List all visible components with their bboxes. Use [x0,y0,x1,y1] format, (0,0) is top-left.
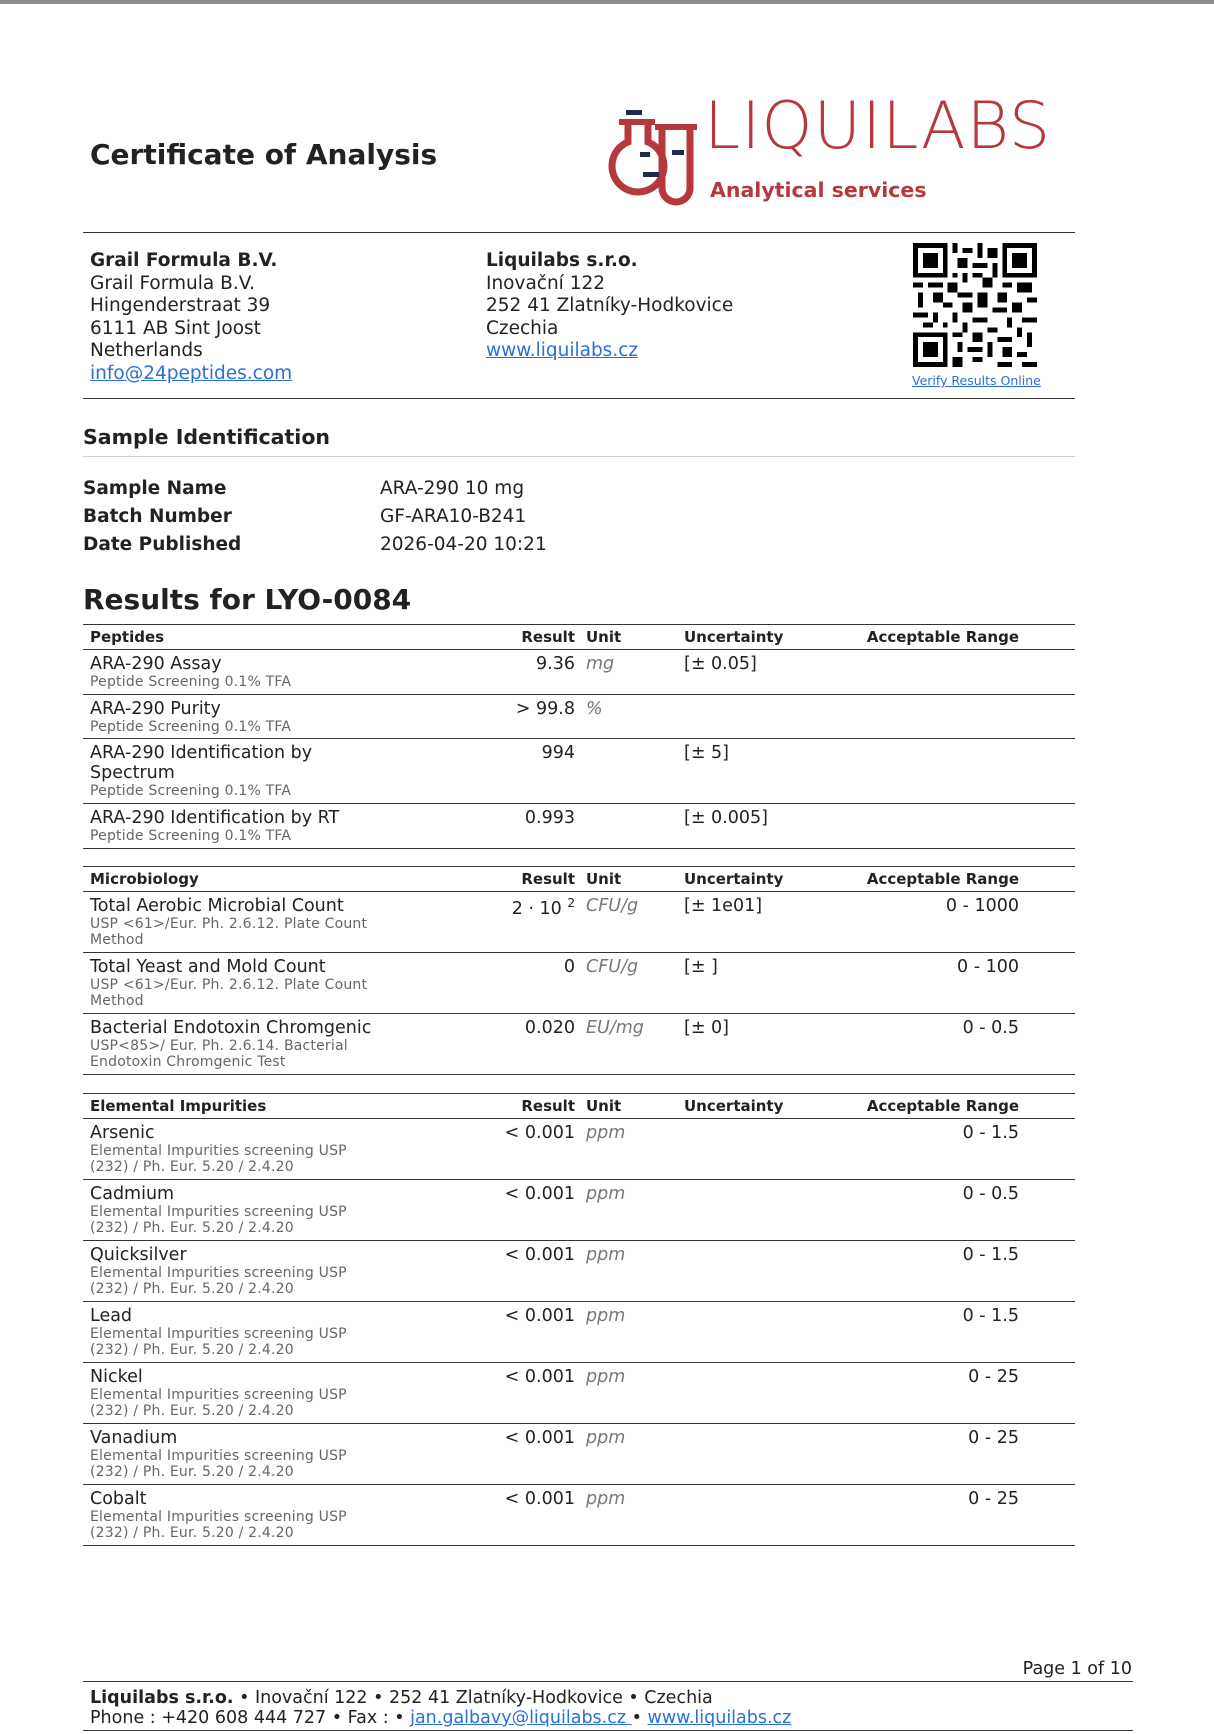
acceptable-range: 0 - 25 [968,1367,1019,1387]
test-name: Total Aerobic Microbial Count [90,896,344,916]
result-value: 9.36 [536,654,575,674]
test-name: Cobalt [90,1489,147,1509]
table-row [83,739,1075,804]
test-name: Total Yeast and Mold Count [90,957,326,977]
test-method: Elemental Impurities screening USP (232) / Ph. Eur. 5.20 / 2.4.20 [90,1265,347,1297]
test-name: Lead [90,1306,133,1326]
page-number: Page 1 of 10 [1022,1659,1132,1679]
sample-name-value: ARA-290 10 mg [380,478,525,499]
batch-number-value: GF-ARA10-B241 [380,506,527,527]
footer-divider [83,1730,1133,1731]
table-header [83,866,1075,892]
result-uncertainty: [± 0.005] [684,808,768,828]
result-uncertainty: [± ] [684,957,718,977]
test-name: Arsenic [90,1123,155,1143]
column-header-range: Acceptable Range [866,628,1019,646]
footer-contact [90,1708,791,1728]
table-row [83,892,1075,953]
footer-divider [83,1681,1133,1682]
acceptable-range: 0 - 25 [968,1428,1019,1448]
client-country: Netherlands [90,340,203,361]
test-method: Elemental Impurities screening USP (232) / Ph. Eur. 5.20 / 2.4.20 [90,1448,347,1480]
column-header-range: Acceptable Range [866,870,1019,888]
result-uncertainty: [± 0] [684,1018,730,1038]
footer-address-text: • Inovační 122 • 252 41 Zlatníky-Hodkovice • Czechia [233,1688,713,1708]
result-unit: ppm [586,1367,626,1387]
test-name: ARA-290 Assay [90,654,222,674]
result-value: > 99.8 [515,699,575,719]
test-method: USP<85>/ Eur. Ph. 2.6.14. Bacterial Endotoxin Chromgenic Test [90,1038,348,1070]
client-address [90,250,292,385]
qr-code[interactable] [913,243,1037,367]
client-street: Hingenderstraat 39 [90,295,271,316]
acceptable-range: 0 - 1.5 [962,1306,1019,1326]
column-header-unit: Unit [586,1097,622,1115]
logo-subtitle: Analytical services [710,178,927,202]
acceptable-range: 0 - 1000 [945,896,1019,916]
footer-separator: • [631,1708,648,1728]
test-name: Vanadium [90,1428,178,1448]
result-value: < 0.001 [504,1367,575,1387]
table-header [83,624,1075,650]
test-method: Elemental Impurities screening USP (232) / Ph. Eur. 5.20 / 2.4.20 [90,1509,347,1541]
test-method: USP <61>/Eur. Ph. 2.6.12. Plate Count Method [90,977,368,1009]
column-header-uncertainty: Uncertainty [684,1097,784,1115]
date-published-value: 2026-04-20 10:21 [380,534,547,555]
result-unit: % [586,699,603,719]
test-name: Bacterial Endotoxin Chromgenic [90,1018,372,1038]
footer-email-link[interactable]: jan.galbavy@liquilabs.cz [410,1708,632,1728]
acceptable-range: 0 - 0.5 [962,1184,1019,1204]
acceptable-range: 0 - 100 [957,957,1019,977]
lab-city: 252 41 Zlatníky-Hodkovice [486,295,734,316]
table-row [83,804,1075,849]
lab-country: Czechia [486,317,559,339]
table-row [83,695,1075,739]
result-value: 994 [541,743,575,763]
test-method: Peptide Screening 0.1% TFA [90,719,292,735]
test-name: ARA-290 Identification by Spectrum [90,743,313,783]
client-name-bold: Grail Formula B.V. [90,250,278,271]
result-uncertainty: [± 5] [684,743,730,763]
test-name: Cadmium [90,1184,175,1204]
test-name: ARA-290 Purity [90,699,221,719]
result-unit: ppm [586,1123,626,1143]
result-value: 2 · 10 $^2$ [511,896,575,919]
flask-icon [602,100,702,210]
test-method: Elemental Impurities screening USP (232) / Ph. Eur. 5.20 / 2.4.20 [90,1204,347,1236]
test-method: Peptide Screening 0.1% TFA [90,828,292,844]
column-header-result: Result [521,1097,575,1115]
result-uncertainty: [± 0.05] [684,654,757,674]
result-value: 0 [563,957,575,977]
lab-name-bold: Liquilabs s.r.o. [486,250,638,271]
test-method: USP <61>/Eur. Ph. 2.6.12. Plate Count Method [90,916,368,948]
test-name: Nickel [90,1367,143,1387]
logo-wordmark: LIQUILABS [704,89,1052,164]
result-unit: ppm [586,1245,626,1265]
column-header-result: Result [521,870,575,888]
table-row [83,1014,1075,1075]
result-value: < 0.001 [504,1306,575,1326]
section-underline [83,456,1075,457]
footer-website-link[interactable]: www.liquilabs.cz [647,1708,792,1728]
table-header [83,1093,1075,1119]
test-method: Elemental Impurities screening USP (232) / Ph. Eur. 5.20 / 2.4.20 [90,1326,347,1358]
result-value: < 0.001 [504,1123,575,1143]
date-published-label: Date Published [83,534,242,555]
result-value: < 0.001 [504,1184,575,1204]
result-value: 0.020 [524,1018,575,1038]
client-email-link[interactable]: info@24peptides.com [90,362,293,384]
client-city: 6111 AB Sint Joost [90,317,261,339]
acceptable-range: 0 - 1.5 [962,1245,1019,1265]
column-header-unit: Unit [586,870,622,888]
result-unit: CFU/g [586,896,639,916]
test-method: Peptide Screening 0.1% TFA [90,674,292,690]
top-border [0,0,1214,4]
verify-results-link[interactable]: Verify Results Online [912,373,1041,388]
test-name: Quicksilver [90,1245,187,1265]
liquilabs-logo [602,89,1082,210]
result-unit: CFU/g [586,957,639,977]
test-method: Peptide Screening 0.1% TFA [90,783,292,799]
column-header-category: Elemental Impurities [90,1097,267,1115]
result-value: < 0.001 [504,1428,575,1448]
footer-phone-fax: Phone : +420 608 444 727 • Fax : • [90,1708,411,1728]
divider [83,398,1075,399]
result-unit: EU/mg [586,1018,644,1038]
column-header-category: Microbiology [90,870,199,888]
table-row [83,1119,1075,1180]
peptides-table [83,624,1075,849]
result-value: 0.993 [524,808,575,828]
table-row [83,650,1075,695]
microbiology-table [83,866,1075,1075]
result-value: < 0.001 [504,1245,575,1265]
column-header-unit: Unit [586,628,622,646]
table-row [83,1424,1075,1485]
results-title: Results for LYO-0084 [83,583,412,616]
test-method: Elemental Impurities screening USP (232) / Ph. Eur. 5.20 / 2.4.20 [90,1143,347,1175]
lab-website-link[interactable]: www.liquilabs.cz [486,340,639,361]
sample-section-title: Sample Identification [83,425,331,449]
table-row [83,1180,1075,1241]
result-unit: ppm [586,1306,626,1326]
lab-street: Inovační 122 [486,272,606,294]
result-unit: mg [586,654,615,674]
test-name: ARA-290 Identification by RT [90,808,340,828]
result-uncertainty: [± 1e01] [684,896,763,916]
result-unit: ppm [586,1489,626,1509]
footer-address [90,1688,713,1708]
acceptable-range: 0 - 1.5 [962,1123,1019,1143]
elemental-impurities-table [83,1093,1075,1546]
sample-name-label: Sample Name [83,478,227,499]
table-row [83,1302,1075,1363]
column-header-result: Result [521,628,575,646]
page-title: Certificate of Analysis [90,138,438,171]
client-name: Grail Formula B.V. [90,272,255,294]
acceptable-range: 0 - 25 [968,1489,1019,1509]
footer-company: Liquilabs s.r.o. [90,1688,234,1708]
column-header-uncertainty: Uncertainty [684,870,784,888]
table-row [83,1363,1075,1424]
lab-address [486,250,733,363]
batch-number-label: Batch Number [83,506,232,527]
column-header-range: Acceptable Range [866,1097,1019,1115]
table-row [83,953,1075,1014]
acceptable-range: 0 - 0.5 [962,1018,1019,1038]
table-row [83,1241,1075,1302]
result-unit: ppm [586,1428,626,1448]
column-header-uncertainty: Uncertainty [684,628,784,646]
result-unit: ppm [586,1184,626,1204]
column-header-category: Peptides [90,628,165,646]
table-row [83,1485,1075,1546]
test-method: Elemental Impurities screening USP (232) / Ph. Eur. 5.20 / 2.4.20 [90,1387,347,1419]
divider [83,232,1075,233]
result-value: < 0.001 [504,1489,575,1509]
